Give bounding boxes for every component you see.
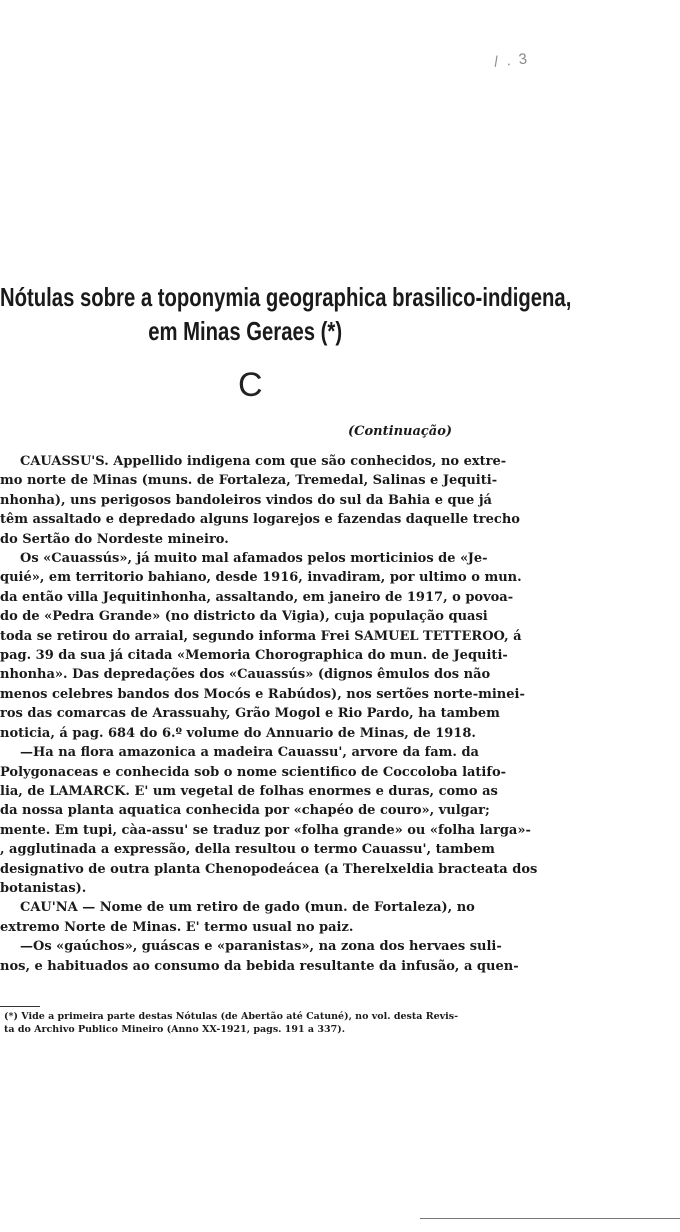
continuation-note: (Continuação) — [348, 424, 453, 439]
article-body — [0, 452, 676, 976]
footnote — [4, 1010, 674, 1036]
paragraph — [0, 452, 676, 549]
paragraph — [0, 937, 676, 976]
text-line: nhonha), uns perigosos bandoleiros vindos do sul da Bahia e que já — [0, 492, 492, 508]
text-line: do de «Pedra Grande» (no districto da Vigia), cuja população quasi — [0, 609, 488, 625]
text-line: CAUASSU'S. Appellido indigena com que são conhecidos, no extre- — [20, 454, 507, 469]
text-line: pag. 39 da sua já citada «Memoria Chorographica do mun. de Jequiti- — [0, 648, 508, 664]
text-line: quié», em territorio bahiano, desde 1916, invadiram, por ultimo o mun. — [0, 570, 522, 586]
text-line: lia, de LAMARCK. E' um vegetal de folhas enormes e duras, como as — [0, 783, 498, 799]
paragraph — [0, 549, 676, 743]
title-line-2: em Minas Geraes (*) — [148, 316, 343, 346]
text-line: ros das comarcas de Arassuahy, Grão Mogol e Rio Pardo, ha tambem — [0, 706, 500, 722]
text-line: botanistas). — [0, 880, 87, 896]
text-line: nos, e habituados ao consumo da bebida resultante da infusão, a quen- — [0, 958, 519, 974]
footnote-divider — [0, 1006, 40, 1007]
text-line: menos celebres bandos dos Mocós e Rabúdos), nos sertões norte-minei- — [0, 686, 525, 702]
text-line: toda se retirou do arraial, segundo informa Frei SAMUEL TETTEROO, á — [0, 628, 522, 644]
text-line: , agglutinada a expressão, della resultou o termo Cauassu', tambem — [0, 842, 495, 858]
paragraph — [0, 898, 676, 937]
text-line: designativo de outra planta Chenopodeácea (a Therelxeldia bracteata dos — [0, 861, 538, 877]
text-line: —Ha na flora amazonica a madeira Cauassu', arvore da fam. da — [20, 745, 479, 761]
page-edge-line — [420, 1218, 680, 1219]
text-line: Os «Cauassús», já muito mal afamados pelos morticinios de «Je- — [20, 551, 488, 567]
text-line: da então villa Jequitinhonha, assaltando, em janeiro de 1917, o povoa- — [0, 589, 514, 605]
paragraph — [0, 743, 676, 898]
footnote-line-2: ta do Archivo Publico Mineiro (Anno XX-1921, pags. 191 a 337). — [4, 1024, 346, 1035]
title-line-1: Nótulas sobre a toponymia geographica brasilico-indigena, — [0, 282, 572, 312]
text-line: mente. Em tupi, càa-assu' se traduz por «folha grande» ou «folha larga»- — [0, 822, 531, 838]
text-line: Polygonaceas e conhecida sob o nome scientifico de Coccoloba latifo- — [0, 764, 507, 780]
text-line: têm assaltado e depredado alguns logarejos e fazendas daquelle trecho — [0, 512, 520, 528]
text-line: —Os «gaúchos», guáscas e «paranistas», na zona dos hervaes suli- — [20, 939, 502, 955]
text-line: CAU'NA — Nome de um retiro de gado (mun. de Fortaleza), no — [20, 900, 475, 916]
text-line: nhonha». Das depredações dos «Cauassús» (dignos êmulos dos não — [0, 667, 491, 683]
text-line: da nossa planta aquatica conhecida por «chapéo de couro», vulgar; — [0, 803, 490, 819]
text-line: noticia, á pag. 684 do 6.º volume do Annuario de Minas, de 1918. — [0, 725, 476, 741]
page-number-mark: / . 3 — [493, 50, 530, 71]
article-title — [0, 280, 572, 348]
footnote-line-1: (*) Vide a primeira parte destas Nótulas (de Abertão até Catuné), no vol. desta Revis- — [4, 1011, 459, 1022]
text-line: mo norte de Minas (muns. de Fortaleza, Tremedal, Salinas e Jequiti- — [0, 473, 498, 489]
text-line: extremo Norte de Minas. E' termo usual no paiz. — [0, 919, 354, 935]
text-line: do Sertão do Nordeste mineiro. — [0, 531, 229, 547]
section-letter: C — [238, 366, 263, 404]
